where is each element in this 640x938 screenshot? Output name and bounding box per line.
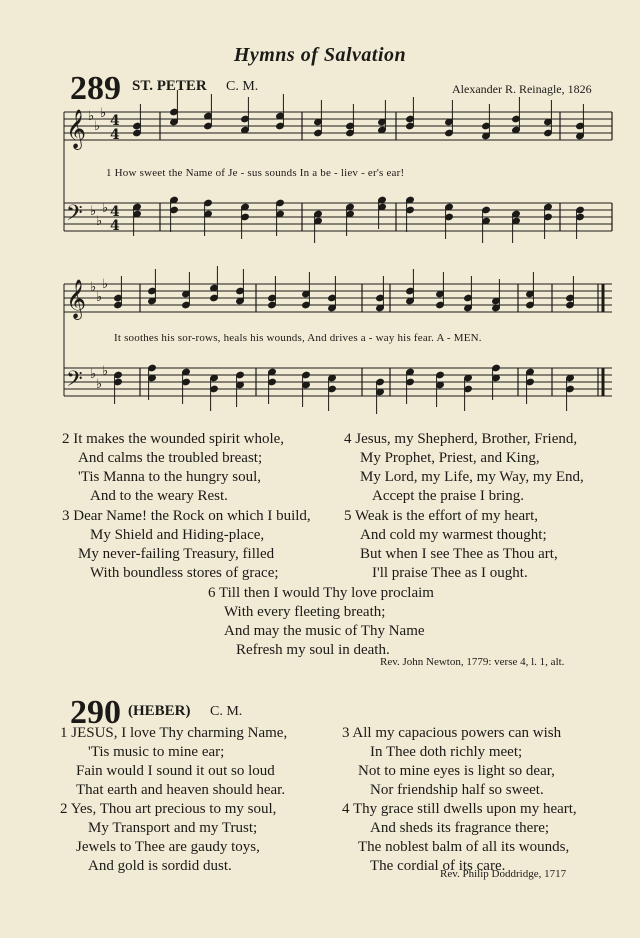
verse-289-3: 3 Dear Name! the Rock on which I build, My Shield and Hiding-place, My never-failing Treasury, filled With boundless stores of grace; (62, 508, 311, 581)
flat-icon: ♭ (94, 119, 101, 134)
flat-icon: ♭ (102, 201, 109, 216)
verse-290-4: 4 Thy grace still dwells upon my heart, And sheds its fragrance there; The noblest balm of all its wounds, The cordial of its care. (342, 801, 577, 874)
bar-lines (140, 112, 612, 396)
flat-icon: ♭ (88, 109, 95, 124)
verse-289-5: 5 Weak is the effort of my heart, And cold my warmest thought; But when I see Thee as Thou art, I'll praise Thee as I ought. (344, 508, 558, 581)
verse-290-1: 1 JESUS, I love Thy charming Name, 'Tis music to mine ear; Fain would I sound it out so loud That earth and heaven should hear. (60, 725, 288, 798)
flat-icon: ♭ (100, 106, 107, 121)
tune-name-289: ST. PETER (132, 78, 207, 94)
lyric-line-2: It soothes his sor-rows, heals his wounds, And drives a - way his fear. A - MEN. (114, 332, 482, 344)
staff-lines (64, 112, 612, 396)
meter-290: C. M. (210, 704, 243, 719)
flat-icon: ♭ (90, 204, 97, 219)
flat-icon: ♭ (90, 280, 97, 295)
time-signature-top: 4 (110, 204, 120, 220)
time-signature-bottom: 4 (110, 218, 120, 234)
flat-icon: ♭ (90, 367, 97, 382)
verse-290-2: 2 Yes, Thou art precious to my soul, My Transport and my Trust; Jewels to Thee are gaudy toys, And gold is sordid dust. (60, 801, 277, 874)
notes (114, 90, 585, 414)
music-score (0, 0, 640, 420)
hymn-number-289: 289 (70, 70, 121, 107)
flat-icon: ♭ (96, 214, 103, 229)
time-signature-bottom: 4 (110, 127, 120, 143)
treble-clef-icon: 𝄞 (66, 109, 87, 149)
flat-icon: ♭ (102, 364, 109, 379)
verse-290-3: 3 All my capacious powers can wish In Thee doth richly meet; Not to mine eyes is light so dear, Nor friendship half so sweet. (342, 725, 562, 798)
flat-icon: ♭ (96, 290, 103, 305)
meter-289: C. M. (226, 79, 259, 94)
credit-289: Rev. John Newton, 1779: verse 4, l. 1, alt. (380, 656, 565, 668)
lyric-line-1: 1 How sweet the Name of Je - sus sounds In a be - liev - er's ear! (106, 167, 405, 179)
verse-289-4: 4 Jesus, my Shepherd, Brother, Friend, My Prophet, Priest, and King, My Lord, my Life, my Way, my End, Accept the praise I bring. (344, 431, 584, 504)
verse-289-2: 2 It makes the wounded spirit whole, And calms the troubled breast; 'Tis Manna to the hungry soul, And to the weary Rest. (62, 431, 285, 504)
treble-clef-icon: 𝄞 (66, 279, 87, 319)
flat-icon: ♭ (102, 277, 109, 292)
page-title: Hymns of Salvation (233, 44, 407, 66)
tune-name-290: (HEBER) (128, 703, 191, 719)
composer-289: Alexander R. Reinagle, 1826 (452, 82, 592, 96)
verse-289-6: 6 Till then I would Thy love proclaim With every fleeting breath; And may the music of Thy Name Refresh my soul in death. (208, 585, 434, 658)
credit-290: Rev. Philip Doddridge, 1717 (440, 868, 567, 880)
bass-clef-icon: 𝄢 (66, 367, 83, 397)
flat-icon: ♭ (96, 377, 103, 392)
hymn-number-290: 290 (70, 694, 121, 731)
bass-clef-icon: 𝄢 (66, 201, 83, 231)
time-signature-top: 4 (110, 113, 120, 129)
